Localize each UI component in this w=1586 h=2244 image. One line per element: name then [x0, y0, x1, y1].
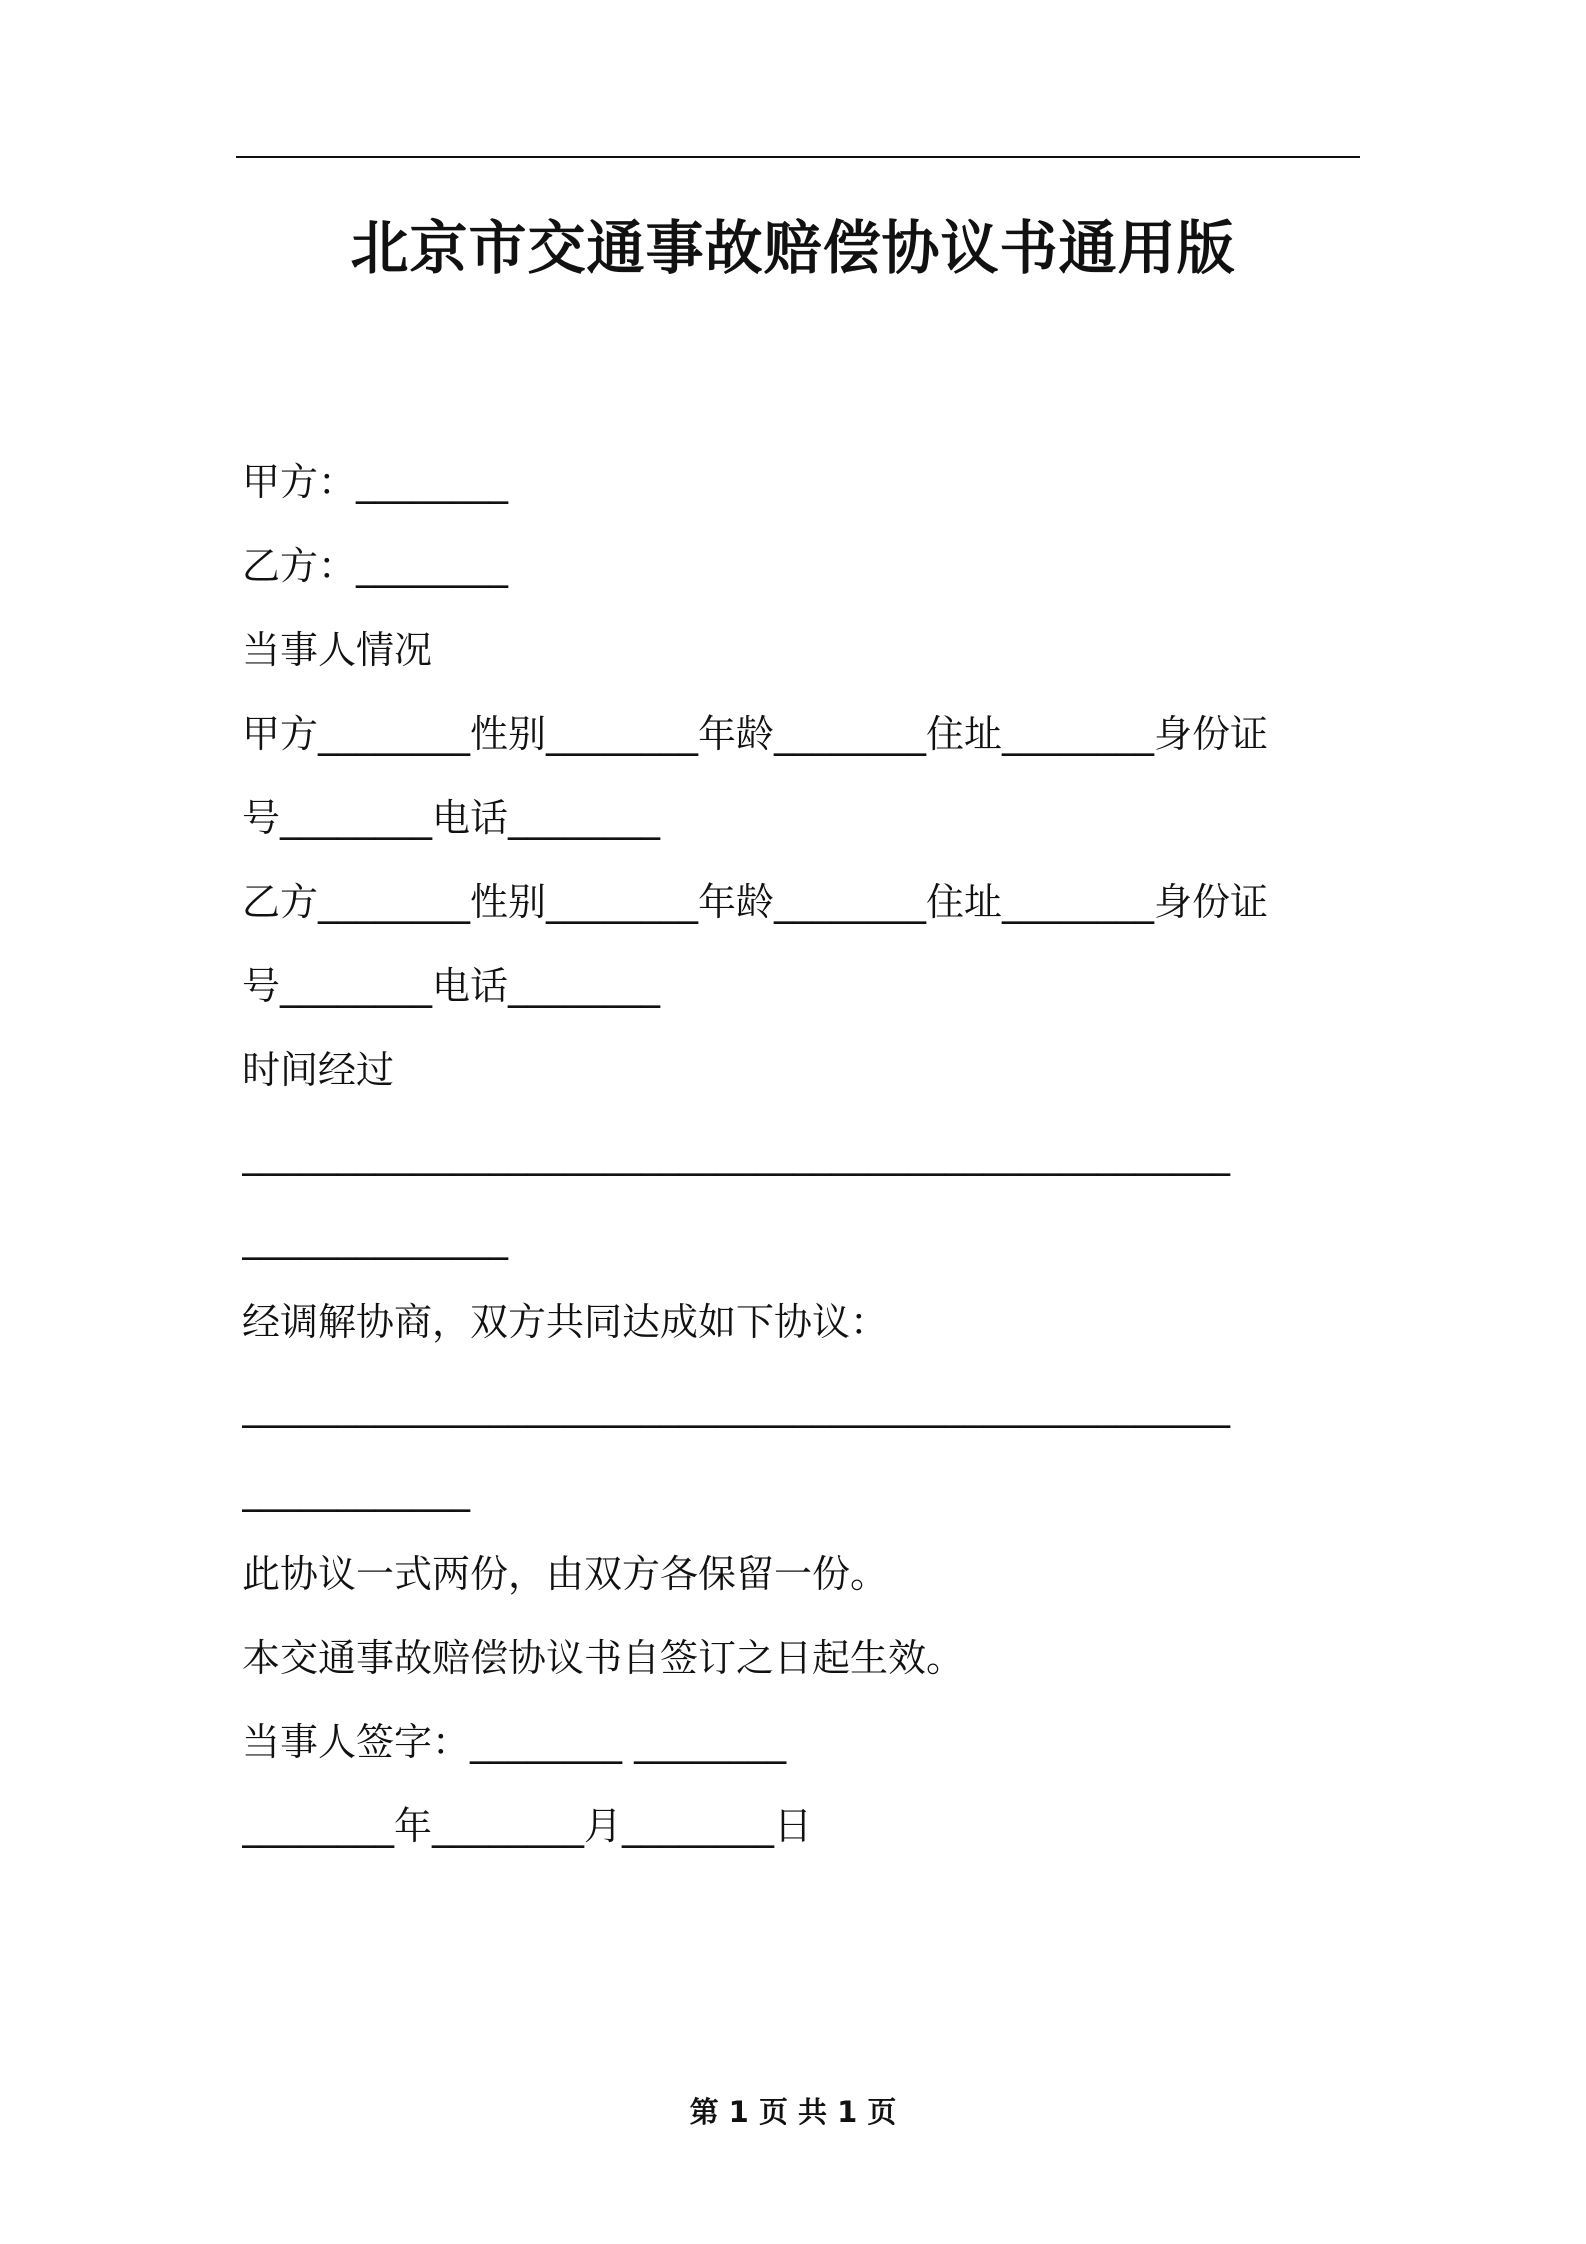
- party-a-details-line-1: 甲方________性别________年龄________住址________身份证: [242, 712, 1269, 756]
- signature-line: 当事人签字：________ ________: [242, 1720, 787, 1764]
- document-body: [242, 440, 1352, 1868]
- incident-blank-line-1: ____________________________________________________: [242, 1132, 1230, 1176]
- party-b-details-line-1: 乙方________性别________年龄________住址________身份证: [242, 880, 1269, 924]
- party-a-details-line-2: 号________电话________: [242, 796, 661, 840]
- agreement-blank-line-1: ____________________________________________________: [242, 1384, 1230, 1428]
- document-title: 北京市交通事故赔偿协议书通用版: [350, 214, 1236, 282]
- incident-heading: 时间经过: [242, 1048, 395, 1092]
- parties-info-heading: 当事人情况: [242, 628, 433, 672]
- copies-clause: 此协议一式两份，由双方各保留一份。: [242, 1552, 889, 1596]
- date-line: ________年________月________日: [242, 1804, 813, 1848]
- party-b-details-line-2: 号________电话________: [242, 964, 661, 1008]
- party-b-line: 乙方：________: [242, 544, 509, 588]
- effective-clause: 本交通事故赔偿协议书自签订之日起生效。: [242, 1636, 965, 1680]
- incident-blank-line-2: ______________: [242, 1216, 508, 1260]
- agreement-blank-line-2: ____________: [242, 1468, 470, 1512]
- page-footer: 第 1 页 共 1 页: [689, 2095, 897, 2129]
- header-rule: [236, 156, 1360, 158]
- party-a-line: 甲方：________: [242, 460, 509, 504]
- agreement-intro: 经调解协商，双方共同达成如下协议：: [242, 1300, 889, 1344]
